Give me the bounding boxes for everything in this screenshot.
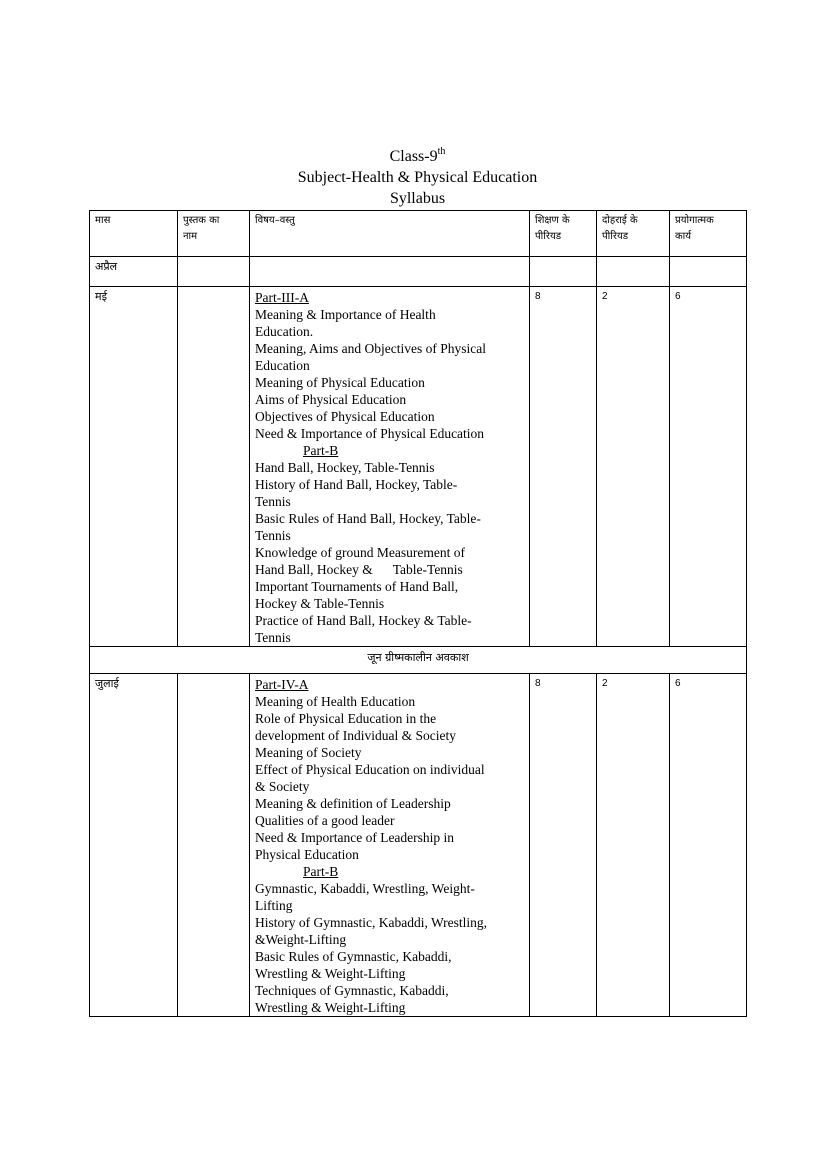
teaching-april (530, 257, 597, 287)
revision-april (597, 257, 670, 287)
header-teaching-periods (530, 211, 597, 257)
header-teaching-line2: पीरियड (535, 231, 562, 242)
july-part-b-heading-text: Part-B (303, 864, 339, 879)
header-practical-line2: कार्य (675, 231, 692, 242)
july-line: Techniques of Gymnastic, Kabaddi, (255, 983, 449, 998)
may-line: Hand Ball, Hockey & Table-Tennis (255, 562, 463, 577)
july-line: Effect of Physical Education on individual (255, 762, 485, 777)
book-may (178, 287, 250, 647)
header-content (250, 211, 530, 257)
july-line: Wrestling & Weight-Lifting (255, 966, 406, 981)
month-july-label: जुलाई (95, 677, 119, 690)
july-line: Basic Rules of Gymnastic, Kabaddi, (255, 949, 452, 964)
july-line: Role of Physical Education in the (255, 711, 437, 726)
header-practical-line1: प्रयोगात्मक (675, 215, 714, 226)
table-row-april (90, 257, 747, 287)
header-book-name-line2: नाम (183, 231, 198, 242)
header-revision-line2: पीरियड (602, 231, 629, 242)
july-line: Lifting (255, 898, 293, 913)
header-book-name (178, 211, 250, 257)
month-may (90, 287, 178, 647)
may-line: Aims of Physical Education (255, 392, 407, 407)
teaching-july-value: 8 (535, 678, 541, 689)
header-revision-line1: दोहराई के (602, 215, 638, 226)
syllabus-table (89, 210, 747, 1017)
header-revision-periods (597, 211, 670, 257)
class-title (89, 146, 746, 167)
book-april (178, 257, 250, 287)
may-line: Hand Ball, Hockey, Table-Tennis (255, 460, 435, 475)
content-july (250, 674, 530, 1017)
may-line: Knowledge of ground Measurement of (255, 545, 465, 560)
july-line: Meaning of Society (255, 745, 362, 760)
header-book-name-line1: पुस्तक का (183, 215, 220, 226)
revision-july (597, 674, 670, 1017)
teaching-july (530, 674, 597, 1017)
content-may (250, 287, 530, 647)
may-line: History of Hand Ball, Hockey, Table- (255, 477, 458, 492)
header-content-label: विषय–वस्तु (255, 215, 295, 226)
july-line: Gymnastic, Kabaddi, Wrestling, Weight- (255, 881, 475, 896)
revision-may-value: 2 (602, 291, 608, 302)
header-teaching-line1: शिक्षण के (535, 215, 570, 226)
july-line: & Society (255, 779, 310, 794)
may-line: Education (255, 358, 310, 373)
may-line: Meaning of Physical Education (255, 375, 425, 390)
header-practical-work (670, 211, 747, 257)
month-may-label: मई (95, 290, 107, 303)
may-line: Practice of Hand Ball, Hockey & Table- (255, 613, 472, 628)
june-vacation-label: जून ग्रीष्मकालीन अवकाश (367, 651, 469, 664)
may-line: Tennis (255, 494, 291, 509)
title-block (89, 146, 746, 209)
class-title-superscript: th (437, 146, 446, 157)
practical-may-value: 6 (675, 291, 681, 302)
teaching-may (530, 287, 597, 647)
header-month-label: मास (95, 215, 111, 226)
july-line: History of Gymnastic, Kabaddi, Wrestling, (255, 915, 488, 930)
may-line: Meaning, Aims and Objectives of Physical (255, 341, 486, 356)
may-line: Objectives of Physical Education (255, 409, 435, 424)
practical-may (670, 287, 747, 647)
may-line: Education. (255, 324, 314, 339)
may-line: Meaning & Importance of Health (255, 307, 436, 322)
july-part-b-heading (255, 863, 524, 880)
header-month (90, 211, 178, 257)
may-line: Basic Rules of Hand Ball, Hockey, Table- (255, 511, 481, 526)
revision-may (597, 287, 670, 647)
may-line: Important Tournaments of Hand Ball, (255, 579, 459, 594)
july-line: Qualities of a good leader (255, 813, 395, 828)
teaching-may-value: 8 (535, 291, 541, 302)
may-line: Need & Importance of Physical Education (255, 426, 485, 441)
may-part-b-heading-text: Part-B (303, 443, 339, 458)
practical-july (670, 674, 747, 1017)
july-line: Need & Importance of Leadership in (255, 830, 455, 845)
table-row-june (90, 647, 747, 674)
table-row-july (90, 674, 747, 1017)
month-april (90, 257, 178, 287)
may-line: Tennis (255, 630, 291, 645)
may-part-a-heading: Part-III-A (255, 290, 309, 305)
july-line: Physical Education (255, 847, 359, 862)
july-part-a-heading: Part-IV-A (255, 677, 309, 692)
july-line: &Weight-Lifting (255, 932, 347, 947)
practical-july-value: 6 (675, 678, 681, 689)
revision-july-value: 2 (602, 678, 608, 689)
practical-april (670, 257, 747, 287)
july-line: Wrestling & Weight-Lifting (255, 1000, 406, 1015)
month-july (90, 674, 178, 1017)
syllabus-title: Syllabus (389, 190, 446, 207)
content-april (250, 257, 530, 287)
book-july (178, 674, 250, 1017)
subject-title: Subject-Health & Physical Education (297, 169, 538, 186)
may-line: Hockey & Table-Tennis (255, 596, 385, 611)
july-line: Meaning of Health Education (255, 694, 416, 709)
june-vacation (90, 647, 747, 674)
table-row-may (90, 287, 747, 647)
may-line: Tennis (255, 528, 291, 543)
header-row (90, 211, 747, 257)
july-line: development of Individual & Society (255, 728, 456, 743)
month-april-label: अप्रैल (95, 260, 118, 273)
class-title-text: Class-9 (389, 148, 438, 165)
may-part-b-heading (255, 442, 524, 459)
july-line: Meaning & definition of Leadership (255, 796, 451, 811)
